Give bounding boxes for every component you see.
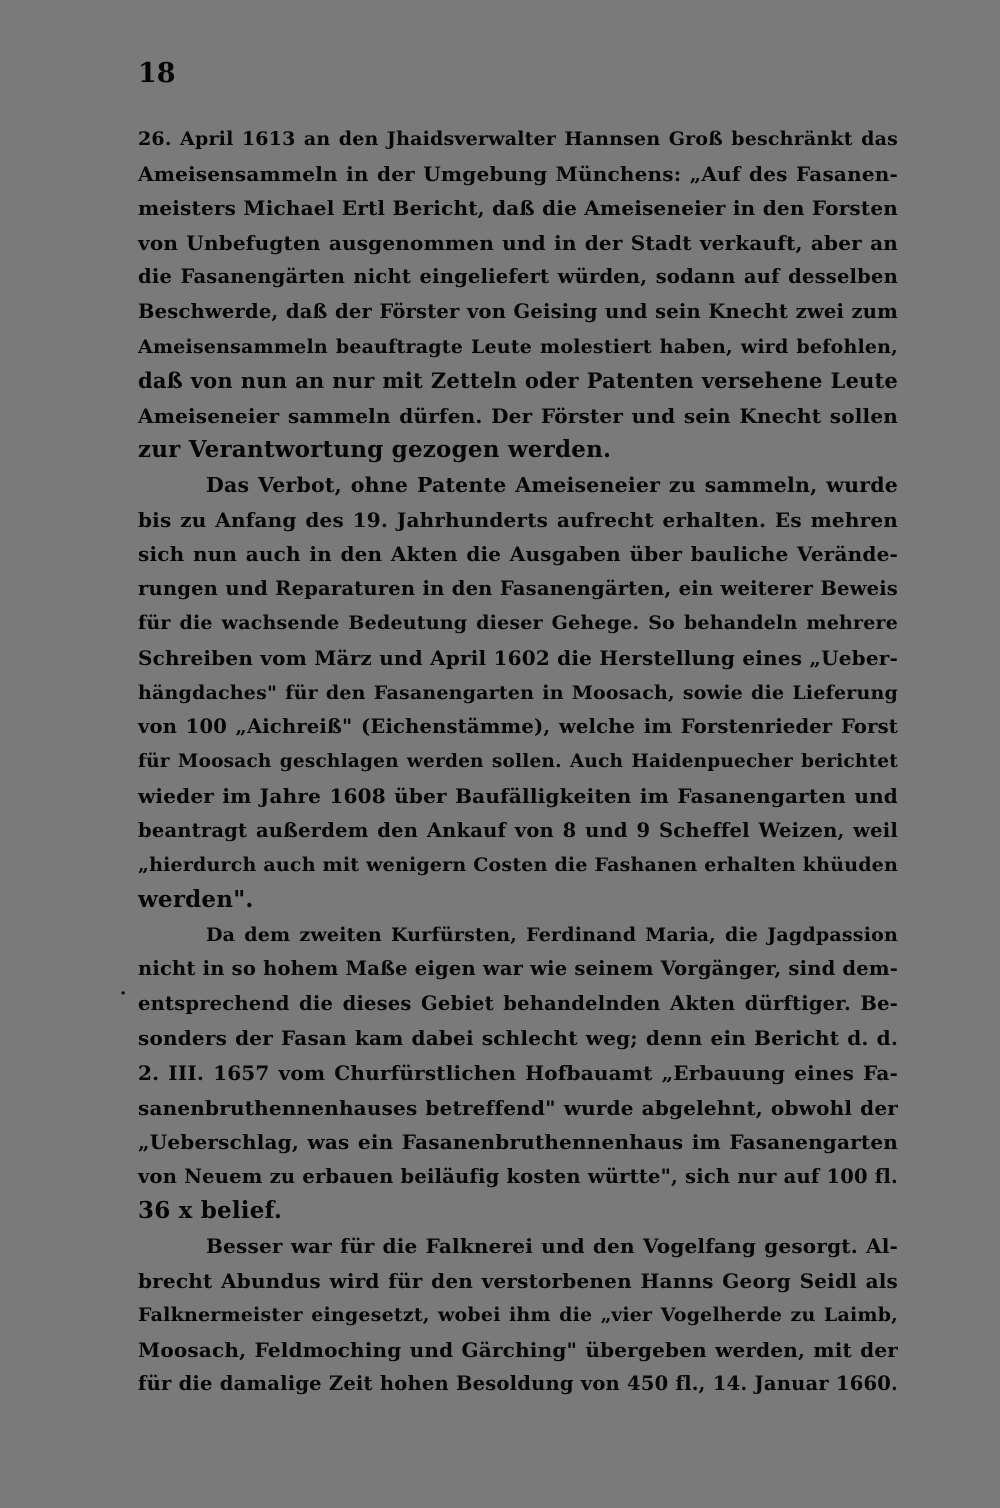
text-line: für Moosach geschlagen werden sollen. Auch Haidenpuecher berichtet bbox=[138, 750, 898, 772]
text-line: Moosach, Feldmoching und Gärching" übergeben werden, mit der bbox=[138, 1337, 898, 1362]
text-line: hängdaches" für den Fasanengarten in Moosach, sowie die Lieferung bbox=[138, 681, 898, 704]
text-line: sanenbruthennenhauses betreffend" wurde abgelehnt, obwohl der bbox=[138, 1095, 898, 1120]
text-line: sonders der Fasan kam dabei schlecht weg; denn ein Bericht d. d. bbox=[138, 1026, 898, 1051]
text-line: Besser war für die Falknerei und den Vogelfang gesorgt. Al- bbox=[206, 1234, 898, 1258]
text-line: beantragt außerdem den Ankauf von 8 und 9 Scheffel Weizen, weil bbox=[138, 818, 898, 842]
text-line: von 100 „Aichreiß" (Eichenstämme), welche im Forstenrieder Forst bbox=[138, 715, 898, 739]
text-line: die Fasanengärten nicht eingeliefert würden, sodann auf desselben bbox=[138, 265, 898, 289]
text-line: 2. III. 1657 vom Churfürstlichen Hofbauamt „Erbauung eines Fa- bbox=[138, 1061, 898, 1086]
text-line: Das Verbot, ohne Patente Ameiseneier zu sammeln, wurde bbox=[206, 472, 898, 497]
text-line: von Neuem zu erbauen beiläufig kosten württe", sich nur auf 100 fl. bbox=[138, 1164, 898, 1188]
text-line: Da dem zweiten Kurfürsten, Ferdinand Maria, die Jagdpassion bbox=[206, 923, 898, 946]
text-line: Ameiseneier sammeln dürfen. Der Förster und sein Knecht sollen bbox=[138, 403, 898, 428]
text-line: wieder im Jahre 1608 über Baufälligkeiten im Fasanengarten und bbox=[138, 784, 898, 809]
text-line: werden". bbox=[138, 886, 254, 914]
text-line: „Ueberschlag, was ein Fasanenbruthennenhaus im Fasanengarten bbox=[138, 1130, 898, 1155]
text-line: meisters Michael Ertl Bericht, daß die Ameiseneier in den Forsten bbox=[138, 196, 898, 221]
page-number: 18 bbox=[138, 58, 176, 89]
text-line: 26. April 1613 an den Jhaidsverwalter Hannsen Groß beschränkt das bbox=[138, 128, 898, 150]
body-text bbox=[138, 122, 898, 1402]
text-line: für die wachsende Bedeutung dieser Gehege. So behandeln mehrere bbox=[138, 612, 898, 635]
text-line: entsprechend die dieses Gebiet behandelnden Akten dürftiger. Be- bbox=[138, 991, 898, 1015]
text-line: Falknermeister eingesetzt, wobei ihm die „vier Vogelherde zu Laimb, bbox=[138, 1304, 898, 1327]
text-line: daß von nun an nur mit Zetteln oder Patenten versehene Leute bbox=[138, 368, 898, 394]
text-line: Schreiben vom März und April 1602 die Herstellung eines „Ueber- bbox=[138, 645, 898, 670]
text-line: „hierdurch auch mit wenigern Costen die Fashanen erhalten khüuden bbox=[138, 854, 898, 877]
text-line: nicht in so hohem Maße eigen war wie seinem Vorgänger, sind dem- bbox=[138, 957, 898, 981]
margin-dot: · bbox=[120, 983, 127, 1004]
text-line: Ameisensammeln beauftragte Leute molestiert haben, wird befohlen, bbox=[138, 335, 898, 358]
text-line: Beschwerde, daß der Förster von Geising und sein Knecht zwei zum bbox=[138, 299, 898, 323]
text-line: rungen und Reparaturen in den Fasanengärten, ein weiterer Beweis bbox=[138, 576, 898, 600]
text-line: sich nun auch in den Akten die Ausgaben über bauliche Verände- bbox=[138, 542, 898, 567]
text-line: bis zu Anfang des 19. Jahrhunderts aufrecht erhalten. Es mehren bbox=[138, 507, 898, 532]
text-line: Ameisensammeln in der Umgebung Münchens: „Auf des Fasanen- bbox=[138, 161, 898, 186]
text-line: brecht Abundus wird für den verstorbenen Hanns Georg Seidl als bbox=[138, 1268, 898, 1293]
text-line: von Unbefugten ausgenommen und in der Stadt verkauft, aber an bbox=[138, 230, 898, 255]
text-line: zur Verantwortung gezogen werden. bbox=[138, 436, 612, 464]
text-line: 36 x belief. bbox=[138, 1197, 283, 1225]
text-line: für die damalige Zeit hohen Besoldung von 450 fl., 14. Januar 1660. bbox=[138, 1372, 898, 1396]
